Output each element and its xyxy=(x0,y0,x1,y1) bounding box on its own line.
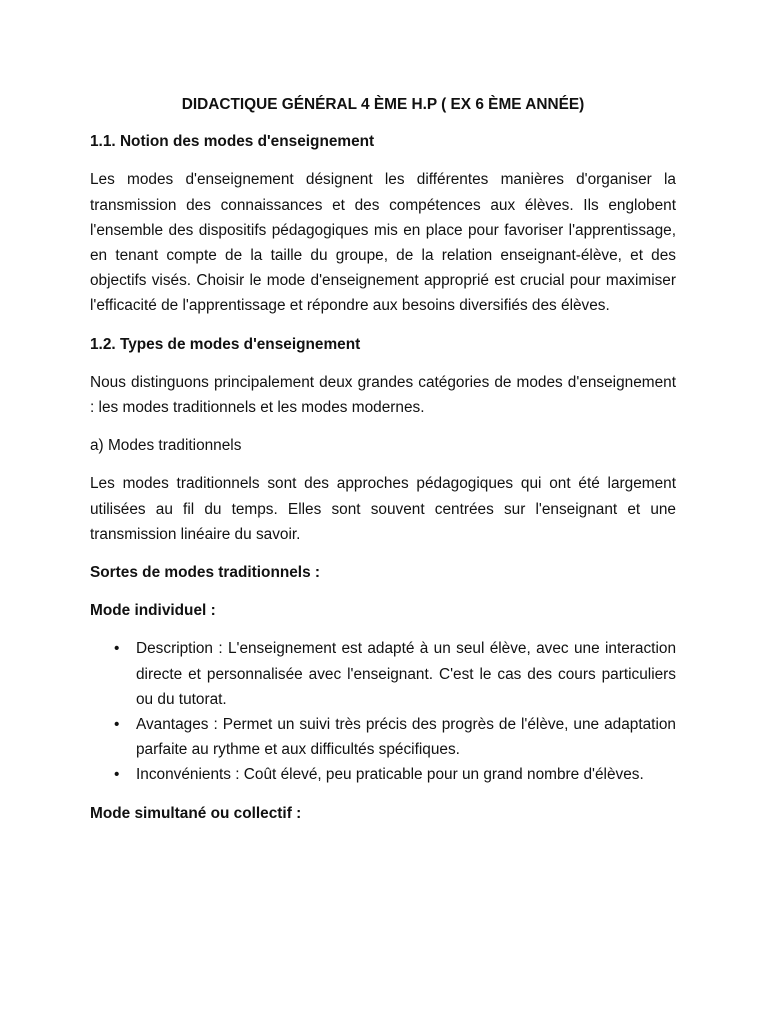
list-item xyxy=(90,636,676,712)
section-1-2-heading: 1.2. Types de modes d'enseignement xyxy=(90,335,361,353)
modes-traditionnels-paragraph: Les modes traditionnels sont des approches pédagogiques qui ont été largement utilisées au fil du temps. Elles sont souvent centrées sur l'enseignant et une transmission linéaire du savoir. xyxy=(90,475,676,543)
section-1-2-paragraph: Nous distinguons principalement deux grandes catégories de modes d'enseignement : les modes traditionnels et les modes modernes. xyxy=(90,373,676,417)
mode-simultane-heading: Mode simultané ou collectif : xyxy=(90,804,302,822)
bullet-icon: • xyxy=(114,716,120,734)
list-item xyxy=(90,712,676,762)
mode-individuel-list xyxy=(90,636,676,787)
list-item-text: Description : L'enseignement est adapté à un seul élève, avec une interaction directe et personnalisée avec l'enseignant. C'est le cas des cours particuliers ou du tutorat. xyxy=(136,640,676,708)
modes-traditionnels-subheading: a) Modes traditionnels xyxy=(90,437,242,455)
section-1-1-paragraph: Les modes d'enseignement désignent les différentes manières d'organiser la transmission des connaissances et des compétences aux élèves. Ils englobent l'ensemble des dispositifs pédagogiques mis en place pour favoriser l'apprentissage, en tenant compte de la taille du groupe, de la relation enseignant-élève, et des objectifs visés. Choisir le mode d'enseignement approprié est crucial pour maximiser l'efficacité de l'apprentissage et répondre aux besoins diversifiés des élèves. xyxy=(90,171,676,315)
section-1-1-heading: 1.1. Notion des modes d'enseignement xyxy=(90,133,375,151)
bullet-icon: • xyxy=(114,640,120,658)
bullet-icon: • xyxy=(114,766,120,784)
document-title: DIDACTIQUE GÉNÉRAL 4 ÈME H.P ( EX 6 ÈME ANNÉE) xyxy=(181,96,585,113)
list-item-text: Inconvénients : Coût élevé, peu praticable pour un grand nombre d'élèves. xyxy=(136,766,644,784)
list-item xyxy=(90,762,676,787)
document-page xyxy=(90,92,676,839)
mode-individuel-heading: Mode individuel : xyxy=(90,602,216,620)
list-item-text: Avantages : Permet un suivi très précis des progrès de l'élève, une adaptation parfaite au rythme et aux difficultés spécifiques. xyxy=(136,716,676,759)
sortes-modes-heading: Sortes de modes traditionnels : xyxy=(90,564,321,582)
